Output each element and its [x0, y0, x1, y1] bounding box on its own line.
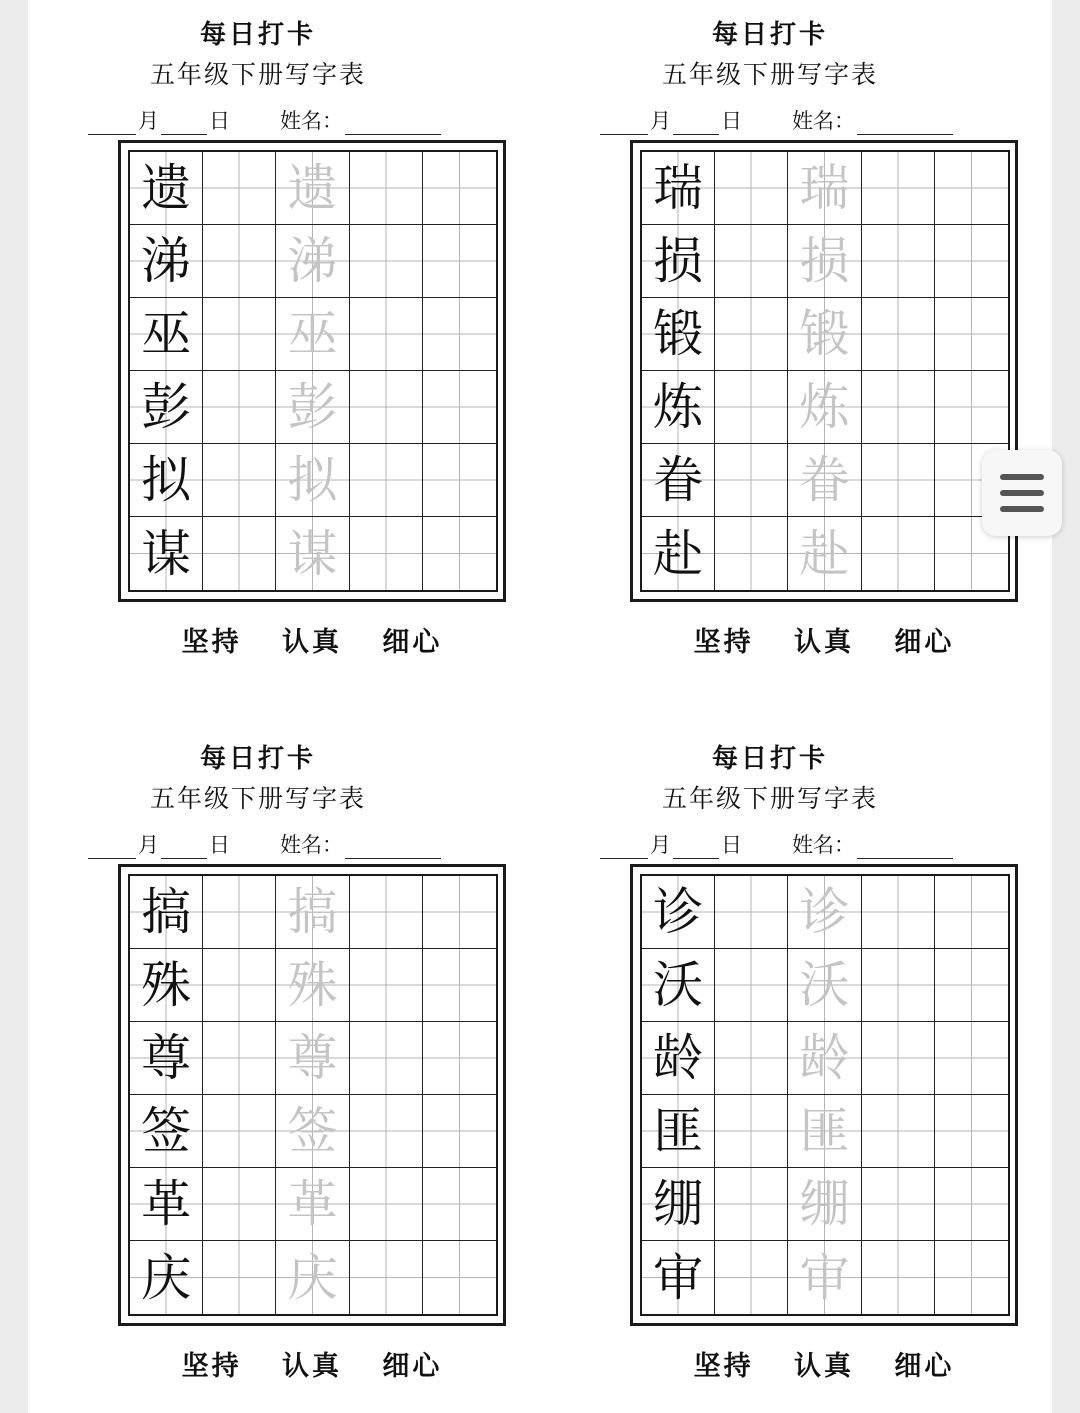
trace-character: 沃: [799, 956, 850, 1014]
sheet-subtitle: 五年级下册写字表: [661, 784, 878, 813]
grid-cell: [276, 225, 349, 298]
grid-cell: [862, 1241, 935, 1314]
writing-grid: [640, 874, 1010, 1316]
grid-cell: [350, 1241, 423, 1314]
grid-cell: [276, 298, 349, 371]
grid-cell: [203, 1241, 276, 1314]
grid-cell: [788, 225, 861, 298]
hamburger-menu-icon: [1000, 474, 1044, 512]
trace-character: 拟: [287, 451, 338, 509]
grid-cell: [642, 225, 715, 298]
grid-cell: [423, 876, 496, 949]
grid-cell: [203, 1095, 276, 1168]
grid-cell: [715, 1095, 788, 1168]
grid-cell: [350, 1022, 423, 1095]
grid-cell: [423, 152, 496, 225]
grid-cell: [350, 152, 423, 225]
model-character: 绷: [653, 1175, 704, 1233]
month-label: 月: [138, 833, 159, 857]
grid-cell: [642, 1168, 715, 1241]
model-character: 遗: [141, 159, 192, 217]
grid-cell: [130, 152, 203, 225]
grid-cell: [350, 225, 423, 298]
trace-character: 绷: [799, 1175, 850, 1233]
model-character: 锻: [653, 305, 704, 363]
sheet-title: 每日打卡: [711, 744, 828, 774]
grid-cell: [203, 298, 276, 371]
grid-cell: [862, 517, 935, 590]
model-character: 瑞: [653, 159, 704, 217]
grid-cell: [935, 1168, 1008, 1241]
trace-character: 诊: [799, 883, 850, 941]
motto: 坚持 认真 细心: [181, 627, 443, 658]
grid-cell: [642, 949, 715, 1022]
sheet-title: 每日打卡: [711, 20, 828, 50]
grid-cell: [130, 1095, 203, 1168]
grid-cell: [715, 876, 788, 949]
grid-cell: [130, 444, 203, 517]
model-character: 革: [141, 1175, 192, 1233]
name-label: 姓名：: [280, 833, 343, 857]
name-blank: [345, 114, 441, 135]
month-blank: [88, 114, 136, 135]
grid-cell: [788, 876, 861, 949]
trace-character: 损: [799, 232, 850, 290]
model-character: 审: [653, 1248, 704, 1307]
grid-cell: [862, 225, 935, 298]
date-name-line: [598, 105, 968, 133]
grid-cell: [642, 444, 715, 517]
grid-cell: [642, 152, 715, 225]
grid-cell: [276, 152, 349, 225]
worksheet-page: [28, 0, 1052, 1413]
grid-cell: [203, 949, 276, 1022]
day-label: 日: [209, 109, 230, 133]
date-name-line: [86, 105, 456, 133]
grid-cell: [862, 1022, 935, 1095]
trace-character: 龄: [799, 1029, 850, 1087]
month-blank: [88, 838, 136, 859]
grid-cell: [642, 1241, 715, 1314]
writing-grid: [128, 150, 498, 592]
grid-cell: [130, 298, 203, 371]
grid-cell: [130, 949, 203, 1022]
trace-character: 瑞: [799, 159, 850, 217]
grid-cell: [788, 1022, 861, 1095]
model-character: 庆: [141, 1248, 192, 1307]
name-label: 姓名：: [792, 109, 855, 133]
grid-cell: [642, 298, 715, 371]
grid-cell: [130, 876, 203, 949]
grid-cell: [203, 517, 276, 590]
grid-cell: [642, 517, 715, 590]
trace-character: 搞: [287, 883, 338, 941]
model-character: 赴: [653, 524, 704, 583]
trace-character: 审: [799, 1248, 850, 1307]
model-character: 谋: [141, 524, 192, 583]
grid-cell: [130, 517, 203, 590]
trace-character: 签: [287, 1102, 338, 1160]
grid-cell: [130, 225, 203, 298]
motto: 坚持 认真 细心: [181, 1351, 443, 1382]
grid-cell: [862, 152, 935, 225]
day-label: 日: [209, 833, 230, 857]
grid-cell: [935, 949, 1008, 1022]
grid-cell: [788, 517, 861, 590]
month-label: 月: [650, 109, 671, 133]
grid-cell: [715, 225, 788, 298]
grid-cell: [642, 876, 715, 949]
trace-character: 巫: [287, 305, 338, 363]
grid-cell: [203, 371, 276, 444]
day-blank: [673, 838, 719, 859]
grid-cell: [130, 1022, 203, 1095]
grid-cell: [350, 949, 423, 1022]
model-character: 彭: [141, 378, 192, 436]
model-character: 眷: [653, 451, 704, 509]
grid-cell: [715, 517, 788, 590]
grid-cell: [935, 371, 1008, 444]
trace-character: 庆: [287, 1248, 338, 1307]
grid-cell: [423, 444, 496, 517]
grid-cell: [276, 1022, 349, 1095]
day-label: 日: [721, 833, 742, 857]
model-character: 涕: [141, 232, 192, 290]
name-blank: [345, 838, 441, 859]
grid-cell: [423, 1022, 496, 1095]
grid-cell: [276, 371, 349, 444]
grid-cell: [203, 152, 276, 225]
grid-cell: [130, 1241, 203, 1314]
trace-character: 遗: [287, 159, 338, 217]
motto: 坚持 认真 细心: [693, 627, 955, 658]
grid-cell: [788, 371, 861, 444]
day-blank: [161, 114, 207, 135]
grid-cell: [423, 298, 496, 371]
grid-cell: [862, 949, 935, 1022]
grid-cell: [715, 1241, 788, 1314]
grid-cell: [862, 298, 935, 371]
date-name-line: [86, 829, 456, 857]
trace-character: 锻: [799, 305, 850, 363]
grid-cell: [788, 1168, 861, 1241]
grid-cell: [862, 444, 935, 517]
grid-cell: [276, 517, 349, 590]
grid-cell: [276, 949, 349, 1022]
sheet-title: 每日打卡: [199, 20, 316, 50]
writing-grid-frame: [118, 140, 506, 602]
trace-character: 炼: [799, 378, 850, 436]
grid-cell: [423, 517, 496, 590]
day-label: 日: [721, 109, 742, 133]
grid-cell: [423, 1095, 496, 1168]
grid-cell: [350, 1168, 423, 1241]
grid-cell: [788, 298, 861, 371]
grid-cell: [276, 1168, 349, 1241]
grid-cell: [203, 444, 276, 517]
writing-grid-frame: [630, 140, 1018, 602]
grid-cell: [935, 1095, 1008, 1168]
grid-cell: [715, 444, 788, 517]
grid-cell: [276, 444, 349, 517]
trace-character: 眷: [799, 451, 850, 509]
grid-cell: [642, 1095, 715, 1168]
grid-cell: [935, 152, 1008, 225]
grid-cell: [423, 1241, 496, 1314]
grid-cell: [203, 225, 276, 298]
grid-cell: [935, 876, 1008, 949]
grid-cell: [423, 225, 496, 298]
grid-cell: [423, 1168, 496, 1241]
grid-cell: [715, 1168, 788, 1241]
sheet-subtitle: 五年级下册写字表: [661, 60, 878, 89]
sheet-title: 每日打卡: [199, 744, 316, 774]
model-character: 匪: [653, 1102, 704, 1160]
model-character: 炼: [653, 378, 704, 436]
grid-cell: [788, 949, 861, 1022]
grid-cell: [862, 1095, 935, 1168]
grid-cell: [715, 152, 788, 225]
grid-cell: [350, 371, 423, 444]
grid-cell: [935, 225, 1008, 298]
grid-cell: [788, 1095, 861, 1168]
trace-character: 赴: [799, 524, 850, 583]
grid-cell: [862, 1168, 935, 1241]
menu-button[interactable]: [982, 450, 1062, 536]
grid-cell: [642, 1022, 715, 1095]
grid-cell: [276, 876, 349, 949]
name-label: 姓名：: [280, 109, 343, 133]
sheet-subtitle: 五年级下册写字表: [149, 60, 366, 89]
grid-cell: [788, 444, 861, 517]
month-blank: [600, 838, 648, 859]
sheet-subtitle: 五年级下册写字表: [149, 784, 366, 813]
grid-cell: [935, 1022, 1008, 1095]
month-blank: [600, 114, 648, 135]
day-blank: [161, 838, 207, 859]
model-character: 殊: [141, 956, 192, 1014]
grid-cell: [935, 298, 1008, 371]
grid-cell: [350, 1095, 423, 1168]
name-blank: [857, 838, 953, 859]
grid-cell: [788, 1241, 861, 1314]
grid-cell: [276, 1095, 349, 1168]
month-label: 月: [138, 109, 159, 133]
grid-cell: [350, 298, 423, 371]
grid-cell: [862, 371, 935, 444]
model-character: 巫: [141, 305, 192, 363]
writing-grid: [128, 874, 498, 1316]
trace-character: 彭: [287, 378, 338, 436]
month-label: 月: [650, 833, 671, 857]
grid-cell: [862, 876, 935, 949]
grid-cell: [130, 1168, 203, 1241]
grid-cell: [276, 1241, 349, 1314]
grid-cell: [423, 371, 496, 444]
model-character: 搞: [141, 883, 192, 941]
grid-cell: [350, 876, 423, 949]
grid-cell: [642, 371, 715, 444]
grid-cell: [788, 152, 861, 225]
grid-cell: [350, 444, 423, 517]
model-character: 龄: [653, 1029, 704, 1087]
day-blank: [673, 114, 719, 135]
model-character: 沃: [653, 956, 704, 1014]
grid-cell: [350, 517, 423, 590]
writing-grid-frame: [118, 864, 506, 1326]
name-label: 姓名：: [792, 833, 855, 857]
model-character: 签: [141, 1102, 192, 1160]
motto: 坚持 认真 细心: [693, 1351, 955, 1382]
trace-character: 革: [287, 1175, 338, 1233]
model-character: 诊: [653, 883, 704, 941]
trace-character: 匪: [799, 1102, 850, 1160]
grid-cell: [130, 371, 203, 444]
grid-cell: [715, 1022, 788, 1095]
grid-cell: [423, 949, 496, 1022]
trace-character: 尊: [287, 1029, 338, 1087]
trace-character: 殊: [287, 956, 338, 1014]
model-character: 拟: [141, 451, 192, 509]
grid-cell: [715, 298, 788, 371]
model-character: 尊: [141, 1029, 192, 1087]
model-character: 损: [653, 232, 704, 290]
grid-cell: [203, 1168, 276, 1241]
date-name-line: [598, 829, 968, 857]
writing-grid: [640, 150, 1010, 592]
grid-cell: [715, 949, 788, 1022]
grid-cell: [715, 371, 788, 444]
grid-cell: [935, 1241, 1008, 1314]
name-blank: [857, 114, 953, 135]
writing-grid-frame: [630, 864, 1018, 1326]
grid-cell: [203, 1022, 276, 1095]
grid-cell: [203, 876, 276, 949]
trace-character: 谋: [287, 524, 338, 583]
trace-character: 涕: [287, 232, 338, 290]
